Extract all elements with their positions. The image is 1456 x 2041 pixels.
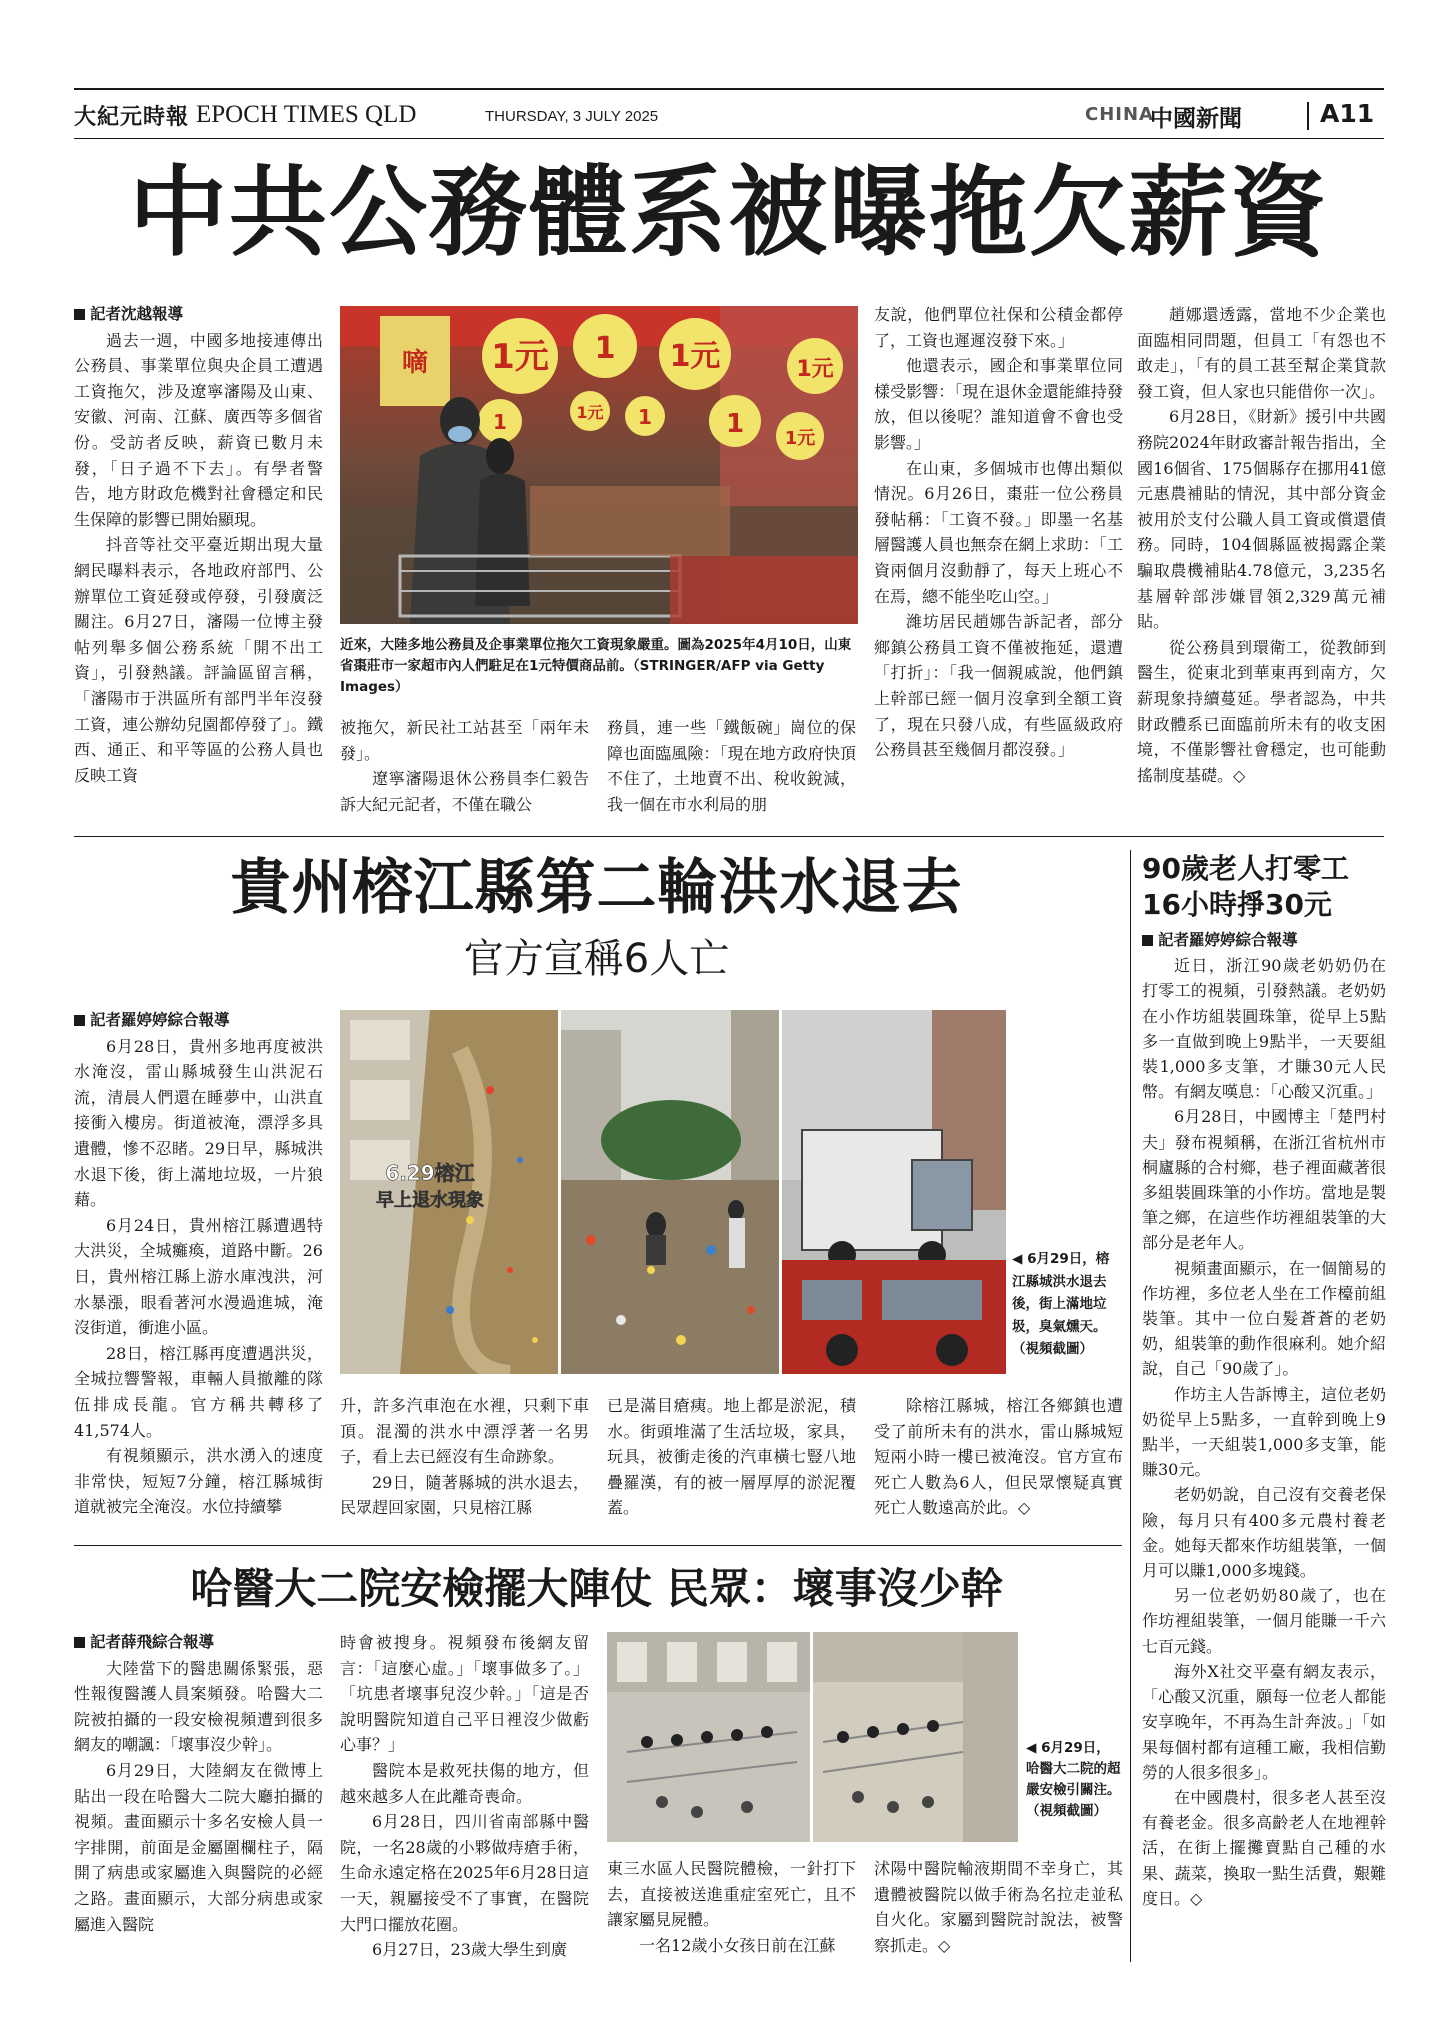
paragraph: 海外X社交平臺有網友表示，「心酸又沉重，願每一位老人都能安享晚年，不再為生計奔波。」「如果每個村都有這種工廠，我相信勤勞的人很多很多」。 — [1142, 1661, 1386, 1782]
paragraph: 另一位老奶奶80歲了，也在作坊裡組裝筆，一個月能賺一千六七百元錢。 — [1142, 1586, 1386, 1656]
article1-byline: 記者沈越報導 — [74, 302, 323, 328]
supermarket-photo-illustration — [340, 306, 858, 624]
article3-col1 — [74, 1630, 323, 1937]
article1-photo-caption: 近來，大陸多地公務員及企事業單位拖欠工資現象嚴重。圖為2025年4月10日，山東省棗莊市一家超市內人們駐足在1元特價商品前。（STRINGER/AFP via Getty Images） — [340, 637, 852, 695]
paragraph: 過去一週，中國多地接連傳出公務員、事業單位與央企員工遭遇工資拖欠，涉及遼寧瀋陽及山東、安徽、河南、江蘇、廣西等多個省份。受訪者反映，薪資已數月未發，「日子過不下去」。有學者警告，地方財政危機對社會穩定和民生保障的影響已開始顯現。 — [74, 330, 323, 529]
paragraph: 友說，他們單位社保和公積金都停了，工資也遲遲沒發下來。」 — [874, 305, 1123, 350]
article1-bottom-rule — [74, 836, 1384, 837]
article2-col4 — [874, 1393, 1123, 1521]
article3-col3 — [607, 1856, 856, 1958]
article1-col4 — [874, 302, 1123, 763]
paragraph: 升，許多汽車泡在水裡，只剩下車頂。混濁的洪水中漂浮著一名男子，看上去已經沒有生命跡象。 — [340, 1396, 589, 1467]
article2-photo-caption: ◀ 6月29日，榕江縣城洪水退去後，街上滿地垃圾，臭氣燻天。（視頻截圖） — [1012, 1251, 1110, 1357]
flood-photo-right-illustration — [782, 1010, 1006, 1374]
article2-subheadline: 官方宣稱6人亡 — [463, 936, 730, 982]
paragraph: 有視頻顯示，洪水湧入的速度非常快，短短7分鐘，榕江縣城街道就被完全淹沒。水位持續攀 — [74, 1446, 323, 1517]
sidebar-body — [1142, 928, 1386, 1911]
paragraph: 時會被搜身。視頻發布後網友留言：「這麼心虛。」「壞事做多了。」「坑患者壞事兒沒少幹。」「這是否說明醫院知道自己平日裡沒少做虧心事？」 — [340, 1633, 589, 1755]
svg-text:1: 1 — [493, 410, 507, 434]
paragraph: 一名12歲小女孩日前在江蘇 — [639, 1935, 836, 1955]
svg-text:嘀: 嘀 — [401, 348, 429, 378]
paragraph: 6月27日，23歲大學生到廣 — [372, 1940, 567, 1960]
paragraph: 被拖欠，新民社工站甚至「兩年未發」。 — [340, 718, 589, 763]
article1-col3 — [607, 715, 856, 817]
article3-photo-caption: ◀ 6月29日，哈醫大二院的超嚴安檢引關注。（視頻截圖） — [1026, 1740, 1121, 1819]
article1-col5 — [1137, 302, 1386, 788]
sidebar-headline-2: 16小時掙30元 — [1142, 888, 1332, 921]
masthead-bottom-rule — [74, 138, 1384, 139]
article2-byline: 記者羅婷婷綜合報導 — [74, 1008, 323, 1034]
paragraph: 濰坊居民趙娜告訴記者，部分鄉鎮公務員工資不僅被拖延，還遭「打折」：「我一個親戚說，他們鎮上幹部已經一個月沒拿到全額工資了，現在只發八成，有些區級政府公務員甚至幾個月都沒發。」 — [874, 612, 1123, 760]
top-rule — [74, 88, 1384, 90]
hospital-photo-left — [607, 1632, 810, 1842]
article2-col1 — [74, 1008, 323, 1520]
paragraph: 趙娜還透露，當地不少企業也面臨相同問題，但員工「有怨也不敢走」，「有的員工甚至幫企業貸款發工資，但人家也只能借你一次」。 — [1137, 305, 1386, 401]
svg-text:1元: 1元 — [491, 337, 549, 377]
article3-col2 — [340, 1630, 589, 1963]
section-divider — [1307, 102, 1309, 130]
sidebar-byline: 記者羅婷婷綜合報導 — [1142, 928, 1386, 953]
paragraph: 6月28日，《財新》援引中共國務院2024年財政審計報告指出，全國16個省、175個縣存在挪用41億元惠農補貼的情況，其中部分資金被用於支付公職人員工資或償還債務。同時，104個縣區被揭露企業騙取農機補貼4.78億元，3,235名基層幹部涉嫌冒領2,329萬元補貼。 — [1137, 407, 1386, 632]
svg-text:1元: 1元 — [796, 357, 834, 382]
paragraph: 在中國農村，很多老人甚至沒有養老金。很多高齡老人在地裡幹活，在街上擺攤賣點自己種的水果、蔬菜，換取一點生活費，艱難度日。◇ — [1142, 1787, 1386, 1908]
sidebar-headline-1: 90歲老人打零工 — [1142, 852, 1349, 885]
masthead-date: THURSDAY, 3 JULY 2025 — [485, 108, 659, 125]
hospital-photo-right-illustration — [813, 1632, 1018, 1842]
supermarket-photo — [340, 306, 858, 624]
svg-text:1: 1 — [594, 331, 616, 366]
paragraph: 他還表示，國企和事業單位同樣受影響：「現在退休金還能維持發放，但以後呢？誰知道會不會也受影響。」 — [874, 356, 1123, 452]
paragraph: 6月24日，貴州榕江縣遭遇特大洪災，全城癱瘓，道路中斷。26日，貴州榕江縣上游水庫洩洪，河水暴漲，眼看著河水漫過進城，淹沒街道，衝進小區。 — [74, 1215, 323, 1338]
byline-square-icon — [74, 1637, 85, 1648]
paragraph: 遼寧瀋陽退休公務員李仁毅告訴大紀元記者，不僅在職公 — [340, 769, 589, 814]
flood-photo-middle-illustration — [561, 1010, 779, 1374]
svg-text:1: 1 — [725, 409, 745, 439]
svg-text:1元: 1元 — [669, 339, 721, 374]
article2-headline: 貴州榕江縣第二輪洪水退去 — [230, 853, 963, 923]
svg-text:6.29榕江: 6.29榕江 — [385, 1161, 475, 1185]
flood-photo-left — [340, 1010, 558, 1374]
flood-photo-middle — [561, 1010, 779, 1374]
byline-square-icon — [74, 1015, 85, 1026]
article3-col4 — [874, 1856, 1123, 1958]
article2-col2 — [340, 1393, 589, 1521]
paragraph: 6月28日，四川省南部縣中醫院，一名28歲的小夥做痔瘡手術，生命永遠定格在2025年6月28日這一天，親屬接受不了事實，在醫院大門口擺放花圈。 — [340, 1812, 589, 1934]
article1-col2 — [340, 715, 589, 817]
paragraph: 作坊主人告訴博主，這位老奶奶從早上5點多，一直幹到晚上9點半，一天組裝1,000多支筆，能賺30元。 — [1142, 1384, 1386, 1480]
byline-square-icon — [74, 309, 85, 320]
svg-text:1: 1 — [638, 405, 652, 429]
sidebar-divider — [1130, 850, 1131, 1962]
hospital-photo-right — [813, 1632, 1018, 1842]
article3-headline: 哈醫大二院安檢擺大陣仗 民眾：壞事沒少幹 — [190, 1564, 1003, 1613]
section-zh: 中國新聞 — [1150, 106, 1242, 132]
paragraph: 抖音等社交平臺近期出現大量網民曝料表示，各地政府部門、公辦單位工資延發或停發，引發廣泛關注。6月27日，瀋陽一位博主發帖列舉多個公務系統「開不出工資」，引發熱議。評論區留言稱，「瀋陽市于洪區所有部門半年沒發工資，連公辦幼兒園都停發了」。鐵西、通正、和平等區的公務人員也反映工資 — [74, 535, 323, 785]
svg-text:1元: 1元 — [576, 403, 604, 422]
masthead-edition: EPOCH TIMES QLD — [196, 101, 417, 128]
paragraph: 6月28日，中國博主「楚門村夫」發布視頻稱，在浙江省杭州市桐廬縣的合村鄉，巷子裡面藏著很多組裝圓珠筆的小作坊。當地是製筆之鄉，在這些作坊裡組裝筆的大部分是老年人。 — [1142, 1107, 1386, 1253]
article3-byline: 記者薛飛綜合報導 — [74, 1630, 323, 1656]
paragraph: 東三水區人民醫院體檢，一針打下去，直接被送進重症室死亡，且不讓家屬見屍體。 — [607, 1859, 856, 1930]
article2-bottom-rule — [74, 1545, 1122, 1546]
hospital-photo-left-illustration — [607, 1632, 810, 1842]
page-number: A11 — [1320, 99, 1375, 128]
flood-photo-left-illustration — [340, 1010, 558, 1374]
article2-col3 — [607, 1393, 856, 1521]
svg-text:早上退水現象: 早上退水現象 — [376, 1190, 484, 1211]
paragraph: 除榕江縣城，榕江各鄉鎮也遭受了前所未有的洪水，雷山縣城短短兩小時一樓已被淹沒。官方宣布死亡人數為6人，但民眾懷疑真實死亡人數遠高於此。◇ — [874, 1396, 1123, 1518]
paragraph: 近日，浙江90歲老奶奶仍在打零工的視頻，引發熱議。老奶奶在小作坊組裝圓珠筆，從早上5點多一直做到晚上9點半，一天要組裝1,000多支筆，才賺30元人民幣。有網友嘆息：「心酸又沉重。」 — [1142, 956, 1386, 1102]
article1-col1 — [74, 302, 323, 788]
flood-photo-right — [782, 1010, 1006, 1374]
paragraph: 醫院本是救死扶傷的地方，但越來越多人在此離奇喪命。 — [340, 1760, 589, 1806]
paragraph: 視頻畫面顯示，在一個簡易的作坊裡，多位老人坐在工作檯前組裝筆。其中一位白髮蒼蒼的老奶奶，組裝筆的動作很麻利。她介紹說，自己「90歲了」。 — [1142, 1258, 1386, 1379]
paragraph: 從公務員到環衛工，從教師到醫生，從東北到華東再到南方，欠薪現象持續蔓延。學者認為，中共財政體系已面臨前所未有的收支困境，不僅影響社會穩定，也可能動搖制度基礎。◇ — [1137, 637, 1386, 785]
article1-headline: 中共公務體系被曝拖欠薪資 — [128, 156, 1329, 270]
paragraph: 大陸當下的醫患關係緊張，惡性報復醫護人員案頻發。哈醫大二院被拍攝的一段安檢視頻遭到很多網友的嘲諷：「壞事沒少幹」。 — [74, 1658, 323, 1755]
paragraph: 6月29日，大陸網友在微博上貼出一段在哈醫大二院大廳拍攝的視頻。畫面顯示十多名安檢人員一字排開，前面是金屬圍欄柱子，隔開了病患或家屬進入與醫院的必經之路。畫面顯示，大部分病患或家屬進入醫院 — [74, 1760, 323, 1934]
paragraph: 在山東，多個城市也傳出類似情況。6月26日，棗莊一位公務員發帖稱：「工資不發。」即墨一名基層醫護人員也無奈在網上求助：「工資兩個月沒動靜了，每天上班心不在焉，總不能坐吃山空。」 — [874, 458, 1123, 606]
paragraph: 6月28日，貴州多地再度被洪水淹沒，雷山縣城發生山洪泥石流，清晨人們還在睡夢中，山洪直接衝入樓房。街道被淹，漂浮多具遺體，慘不忍睹。29日早，縣城洪水退下後，街上滿地垃圾，一片狼藉。 — [74, 1036, 323, 1210]
svg-text:1元: 1元 — [784, 428, 816, 449]
paragraph: 務員，連一些「鐵飯碗」崗位的保障也面臨風險：「現在地方政府快頂不住了，土地賣不出、稅收銳減，我一個在市水利局的朋 — [607, 718, 856, 814]
masthead-logo: 大紀元時報 — [74, 104, 190, 130]
paragraph: 29日，隨著縣城的洪水退去，民眾趕回家園，只見榕江縣 — [340, 1472, 589, 1518]
byline-square-icon — [1142, 935, 1153, 946]
section-en: CHINA — [1085, 104, 1154, 125]
paragraph: 28日，榕江縣再度遭遇洪災，全城拉響警報，車輛人員撤離的隊伍排成長龍。官方稱共轉移了41,574人。 — [74, 1343, 323, 1440]
paragraph: 已是滿目瘡痍。地上都是淤泥，積水。街頭堆滿了生活垃圾，家具，玩具，被衝走後的汽車橫七豎八地疊羅漢，有的被一層厚厚的淤泥覆蓋。 — [607, 1396, 856, 1518]
paragraph: 老奶奶說，自己沒有交養老保險，每月只有400多元農村養老金。她每天都來作坊組裝筆，一個月可以賺1,000多塊錢。 — [1142, 1485, 1386, 1581]
paragraph: 沭陽中醫院輸液期間不幸身亡，其遺體被醫院以做手術為名拉走並私自火化。家屬到醫院討說法，被警察抓走。◇ — [874, 1859, 1123, 1955]
